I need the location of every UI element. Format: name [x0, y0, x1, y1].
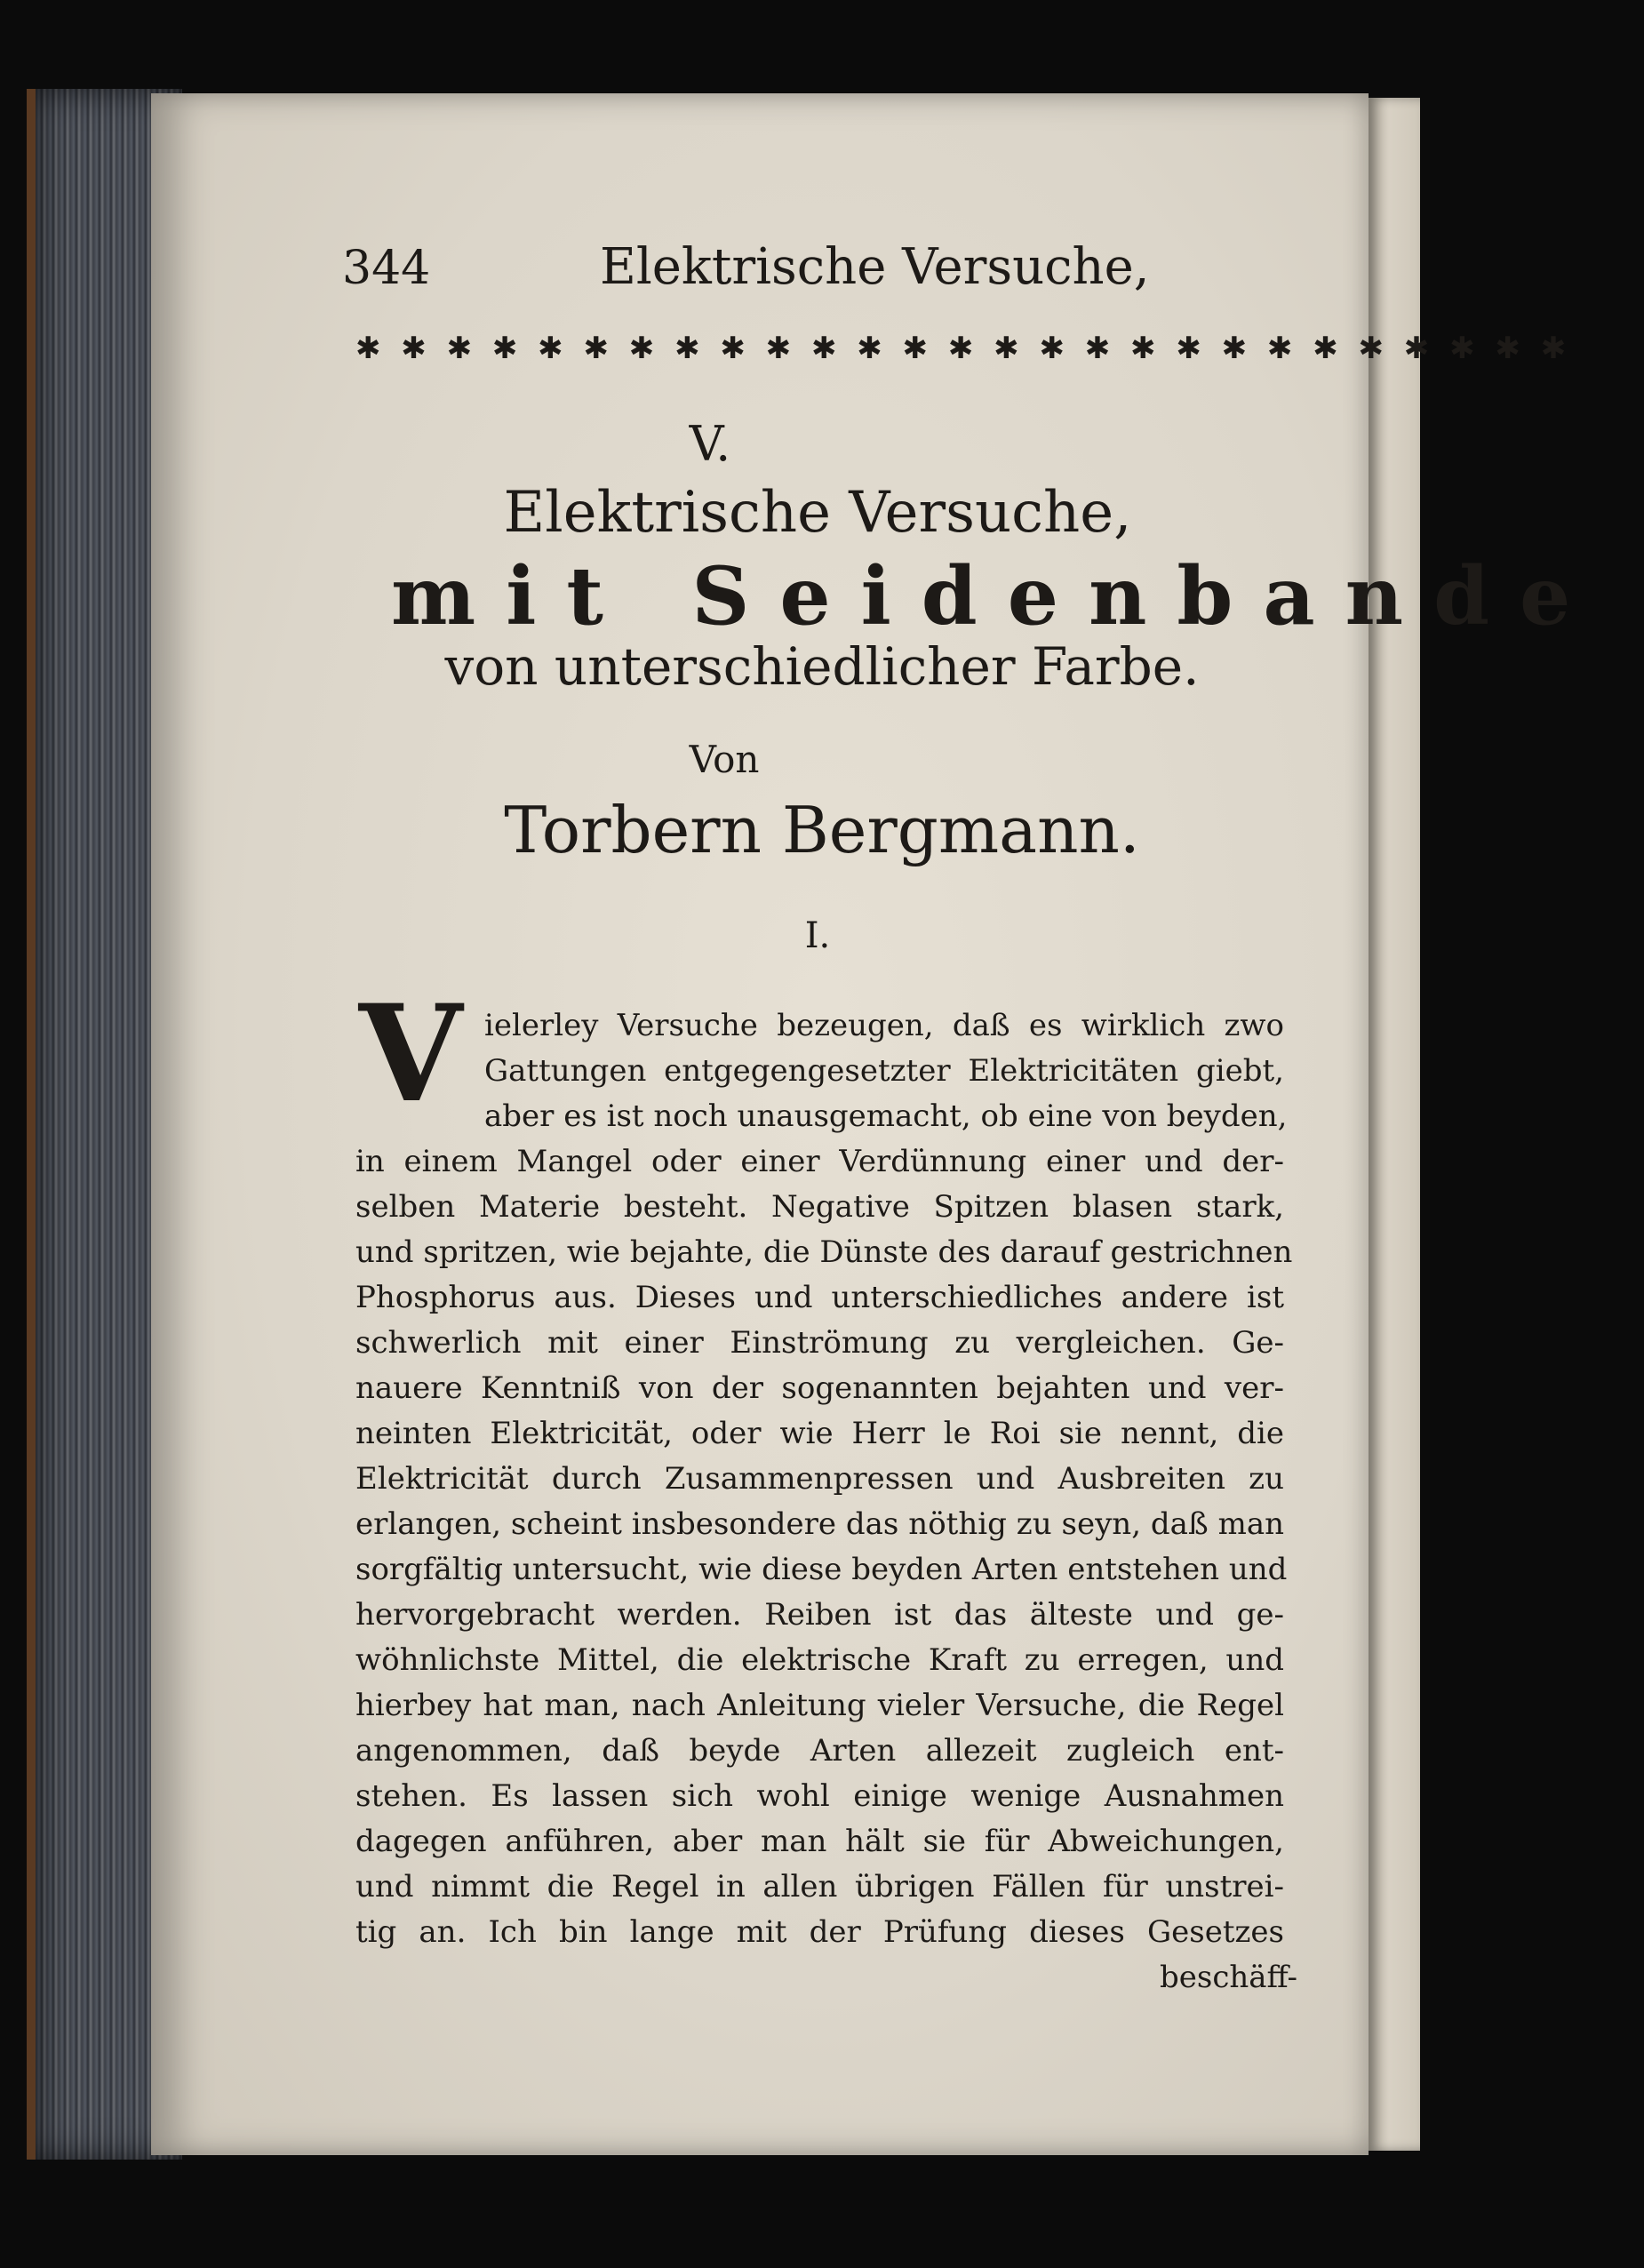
body-line: Elektricität durch Zusammenpressen und Ausbreiten zu	[355, 1461, 1284, 1497]
body-line: wöhnlichste Mittel, die elektrische Kraft zu erregen, und	[355, 1642, 1284, 1678]
ornament-rule: ✱ ✱ ✱ ✱ ✱ ✱ ✱ ✱ ✱ ✱ ✱ ✱ ✱ ✱ ✱ ✱ ✱ ✱ ✱ ✱ ✱ ✱ ✱ ✱ ✱ ✱ ✱	[355, 331, 1572, 366]
catchword: beschäff-	[1160, 1960, 1297, 1995]
body-line: hierbey hat man, nach Anleitung vieler Versuche, die Regel	[355, 1688, 1284, 1723]
body-line: erlangen, scheint insbesondere das nöthig zu seyn, daß man	[355, 1506, 1284, 1542]
facing-page-edge	[1369, 98, 1420, 2151]
section-number: I.	[804, 915, 831, 956]
body-line: Phosphorus aus. Dieses und unterschiedliches andere ist	[355, 1280, 1284, 1315]
body-line: und nimmt die Regel in allen übrigen Fällen für unstrei-	[355, 1869, 1284, 1905]
running-title: Elektrische Versuche,	[600, 238, 1150, 296]
body-line: neinten Elektricität, oder wie Herr le Roi sie nennt, die	[355, 1416, 1284, 1451]
body-line: hervorgebracht werden. Reiben ist das älteste und ge-	[355, 1597, 1284, 1633]
body-line: nauere Kenntniß von der sogenannten bejahten und ver-	[355, 1370, 1284, 1406]
body-line: stehen. Es lassen sich wohl einige wenige Ausnahmen	[355, 1778, 1284, 1814]
title-line-2: mit Seidenbande	[391, 549, 1601, 643]
chapter-numeral: V.	[689, 416, 731, 472]
body-line: aber es ist noch unausgemacht, ob eine von beyden,	[484, 1098, 1288, 1134]
page-number: 344	[342, 242, 431, 295]
body-line: selben Materie besteht. Negative Spitzen blasen stark,	[355, 1189, 1284, 1225]
body-line: schwerlich mit einer Einströmung zu vergleichen. Ge-	[355, 1325, 1284, 1361]
drop-cap: V	[358, 976, 463, 1132]
body-line: angenommen, daß beyde Arten allezeit zugleich ent-	[355, 1733, 1284, 1769]
body-line: und spritzen, wie bejahte, die Dünste des darauf gestrichnen	[355, 1234, 1293, 1270]
body-line: Gattungen entgegengesetzter Elektricitäten giebt,	[484, 1053, 1284, 1089]
body-line: ielerley Versuche bezeugen, daß es wirklich zwo	[484, 1008, 1284, 1043]
author-preposition: Von	[689, 738, 760, 781]
body-line: in einem Mangel oder einer Verdünnung einer und der-	[355, 1144, 1284, 1179]
body-line: tig an. Ich bin lange mit der Prüfung dieses Gesetzes	[355, 1914, 1284, 1950]
title-line-3: von unterschiedlicher Farbe.	[444, 636, 1200, 697]
author-name: Torbern Bergmann.	[504, 793, 1140, 867]
body-line: sorgfältig untersucht, wie diese beyden Arten entstehen und	[355, 1552, 1288, 1587]
title-line-1: Elektrische Versuche,	[503, 480, 1132, 546]
body-line: dagegen anführen, aber man hält sie für Abweichungen,	[355, 1824, 1284, 1859]
